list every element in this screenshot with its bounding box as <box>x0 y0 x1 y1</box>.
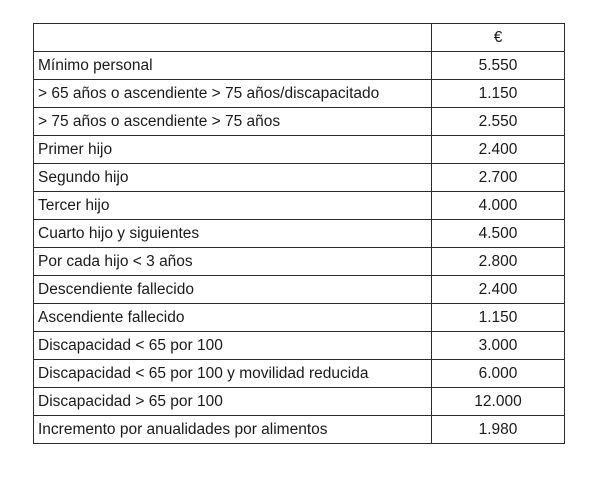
table-row <box>34 360 565 388</box>
amount-cell: 2.400 <box>432 276 565 304</box>
amount-cell: 4.500 <box>432 220 565 248</box>
concept-cell: > 75 años o ascendiente > 75 años <box>34 108 432 136</box>
amount-cell: 1.150 <box>432 80 565 108</box>
table-row <box>34 80 565 108</box>
table-row <box>34 416 565 444</box>
euro-column-header: € <box>432 24 565 52</box>
concept-cell: Incremento por anualidades por alimentos <box>34 416 432 444</box>
concept-cell: Mínimo personal <box>34 52 432 80</box>
table-body <box>34 52 565 444</box>
table-row <box>34 248 565 276</box>
amount-cell: 4.000 <box>432 192 565 220</box>
amount-cell: 1.980 <box>432 416 565 444</box>
concept-cell: Discapacidad < 65 por 100 y movilidad reducida <box>34 360 432 388</box>
amount-cell: 2.400 <box>432 136 565 164</box>
amount-cell: 1.150 <box>432 304 565 332</box>
concept-cell: Por cada hijo < 3 años <box>34 248 432 276</box>
amount-cell: 2.800 <box>432 248 565 276</box>
table-row <box>34 276 565 304</box>
amount-cell: 2.700 <box>432 164 565 192</box>
concept-cell: Discapacidad > 65 por 100 <box>34 388 432 416</box>
concept-cell: Ascendiente fallecido <box>34 304 432 332</box>
deductions-table-container <box>33 23 564 444</box>
concept-cell: Cuarto hijo y siguientes <box>34 220 432 248</box>
concept-cell: Primer hijo <box>34 136 432 164</box>
concept-cell: Discapacidad < 65 por 100 <box>34 332 432 360</box>
deductions-table <box>33 23 565 444</box>
concept-cell: > 65 años o ascendiente > 75 años/discapacitado <box>34 80 432 108</box>
table-header-row <box>34 24 565 52</box>
concept-cell: Segundo hijo <box>34 164 432 192</box>
amount-cell: 6.000 <box>432 360 565 388</box>
table-row <box>34 136 565 164</box>
amount-cell: 2.550 <box>432 108 565 136</box>
concept-column-header <box>34 24 432 52</box>
table-row <box>34 192 565 220</box>
concept-cell: Tercer hijo <box>34 192 432 220</box>
concept-cell: Descendiente fallecido <box>34 276 432 304</box>
table-row <box>34 52 565 80</box>
amount-cell: 5.550 <box>432 52 565 80</box>
table-row <box>34 108 565 136</box>
table-row <box>34 164 565 192</box>
amount-cell: 3.000 <box>432 332 565 360</box>
table-row <box>34 304 565 332</box>
table-row <box>34 388 565 416</box>
amount-cell: 12.000 <box>432 388 565 416</box>
table-row <box>34 220 565 248</box>
table-row <box>34 332 565 360</box>
